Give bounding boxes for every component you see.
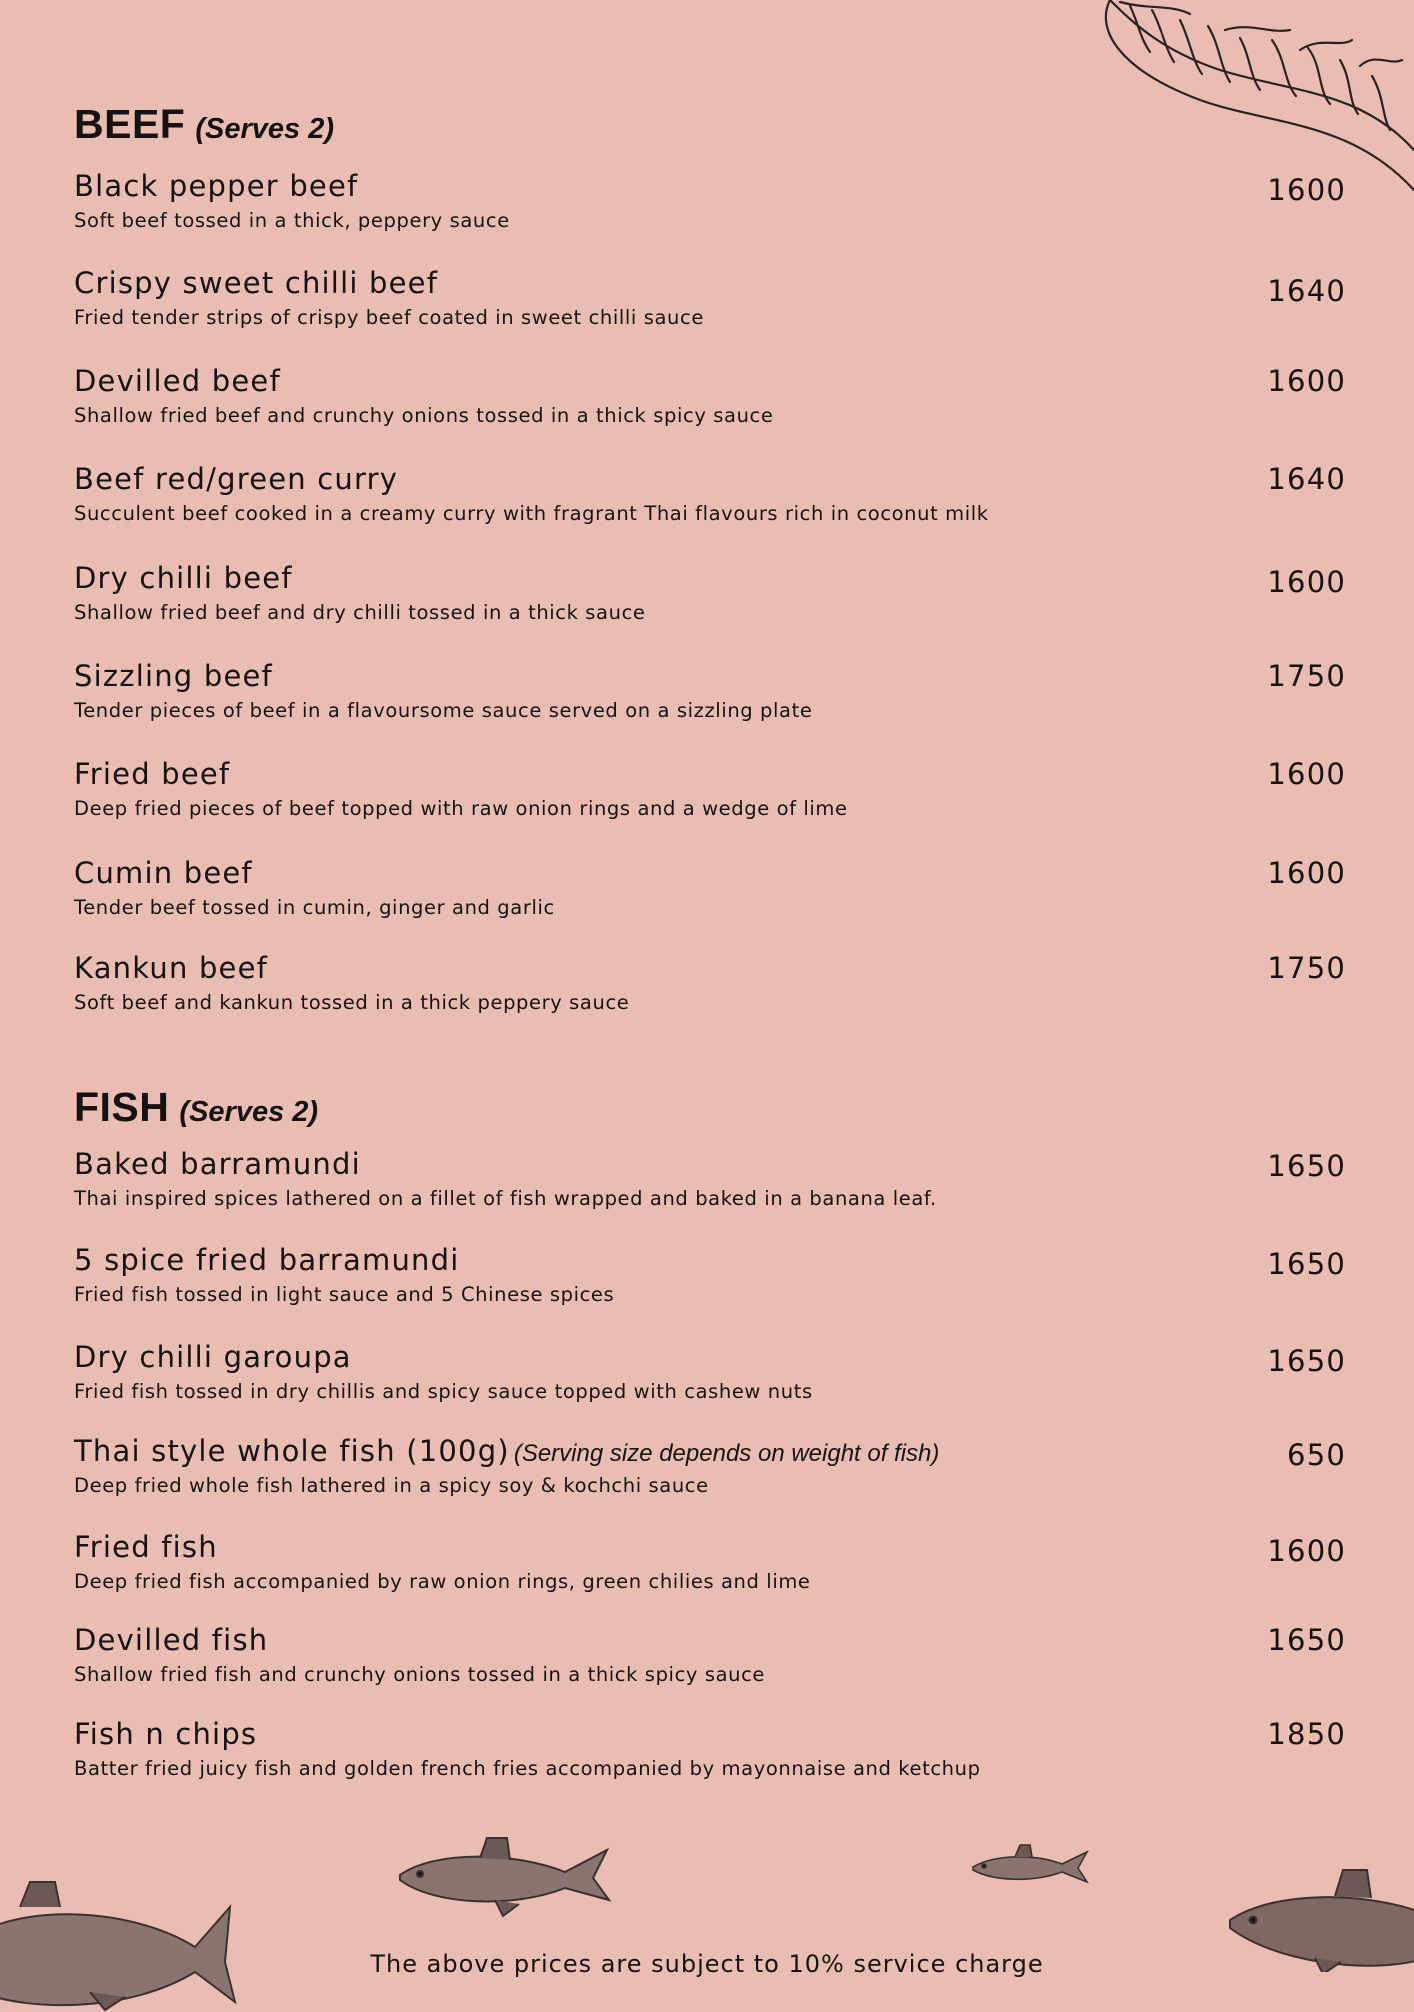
menu-item-name: Dry chilli beef [74,561,293,595]
menu-item [74,1341,1346,1403]
menu-item-description: Thai inspired spices lathered on a fillet of fish wrapped and baked in a banana leaf. [74,1187,937,1211]
menu-item-description: Succulent beef cooked in a creamy curry with fragrant Thai flavours rich in coconut milk [74,502,989,526]
menu-item-description: Deep fried whole fish lathered in a spicy soy & kochchi sauce [74,1474,709,1498]
menu-item-description: Fried tender strips of crispy beef coated in sweet chilli sauce [74,306,704,330]
menu-item-name: Cumin beef [74,856,253,890]
menu-item-price: 1600 [1267,173,1346,207]
menu-item-name: Devilled fish [74,1623,269,1657]
menu-item-description: Fried fish tossed in dry chillis and spicy sauce topped with cashew nuts [74,1380,813,1404]
menu-item [74,1718,1346,1780]
menu-item [74,267,1346,329]
menu-item-description: Shallow fried beef and dry chilli tossed in a thick sauce [74,601,646,625]
menu-item-price: 1750 [1267,659,1346,693]
menu-item-description: Tender pieces of beef in a flavoursome sauce served on a sizzling plate [74,699,813,723]
section-title-beef [74,101,335,147]
fish-icon [0,1862,250,2012]
menu-item-description: Fried fish tossed in light sauce and 5 Chinese spices [74,1283,615,1307]
menu-item-price: 1650 [1267,1247,1346,1281]
menu-item [74,660,1346,722]
menu-item-description: Deep fried pieces of beef topped with raw onion rings and a wedge of lime [74,797,848,821]
menu-item-name: Baked barramundi [74,1147,361,1181]
menu-item-name: Fish n chips [74,1717,258,1751]
menu-item [74,1531,1346,1593]
menu-item-price: 1750 [1267,951,1346,985]
section-title-text: FISH [74,1084,170,1130]
menu-item [74,857,1346,919]
menu-item [74,1435,1346,1497]
menu-item [74,952,1346,1014]
menu-item-name: Black pepper beef [74,169,359,203]
menu-item-price: 1850 [1267,1717,1346,1751]
menu-item-price: 1640 [1267,462,1346,496]
menu-item-description: Batter fried juicy fish and golden french fries accompanied by mayonnaise and ketchup [74,1757,981,1781]
menu-item [74,1148,1346,1210]
menu-item-price: 1650 [1267,1623,1346,1657]
menu-item [74,758,1346,820]
menu-item-name: Devilled beef [74,364,281,398]
menu-item-price: 1650 [1267,1344,1346,1378]
fish-icon [970,1842,1090,1892]
menu-item-description: Shallow fried beef and crunchy onions tossed in a thick spicy sauce [74,404,774,428]
menu-item-name: Beef red/green curry [74,462,399,496]
section-serves-note: (Serves 2) [179,1096,319,1128]
fish-icon [395,1830,615,1920]
menu-item-name: Sizzling beef [74,659,273,693]
menu-item-description: Soft beef tossed in a thick, peppery sauce [74,209,510,233]
menu-item-price: 1600 [1267,757,1346,791]
service-charge-note: The above prices are subject to 10% service charge [370,1950,1044,1978]
menu-item-price: 1600 [1267,565,1346,599]
menu-item [74,463,1346,525]
menu-item-name: Kankun beef [74,951,269,985]
menu-item-name: 5 spice fried barramundi [74,1243,460,1277]
menu-item [74,170,1346,232]
menu-item-price: 1650 [1267,1149,1346,1183]
menu-item-name-text: Thai style whole fish (100g) [74,1434,510,1468]
menu-item-price: 1600 [1267,364,1346,398]
menu-item-price: 1640 [1267,274,1346,308]
menu-item-name: Dry chilli garoupa [74,1340,352,1374]
menu-item [74,562,1346,624]
menu-item [74,1244,1346,1306]
menu-item [74,365,1346,427]
section-title-fish [74,1084,319,1130]
menu-item-description: Tender beef tossed in cumin, ginger and garlic [74,896,555,920]
menu-item-description: Deep fried fish accompanied by raw onion rings, green chilies and lime [74,1570,811,1594]
menu-item-price: 1600 [1267,856,1346,890]
section-serves-note: (Serves 2) [195,113,335,145]
menu-item [74,1624,1346,1686]
menu-item-description: Shallow fried fish and crunchy onions tossed in a thick spicy sauce [74,1663,766,1687]
menu-item-price: 650 [1287,1438,1346,1472]
menu-item-price: 1600 [1267,1534,1346,1568]
section-title-text: BEEF [74,101,186,147]
menu-item-name: Fried beef [74,757,231,791]
menu-item-name [74,1435,1346,1468]
menu-item-serving-note: (Serving size depends on weight of fish) [513,1440,940,1467]
menu-item-description: Soft beef and kankun tossed in a thick peppery sauce [74,991,630,1015]
menu-item-name: Crispy sweet chilli beef [74,266,439,300]
menu-item-name: Fried fish [74,1530,218,1564]
